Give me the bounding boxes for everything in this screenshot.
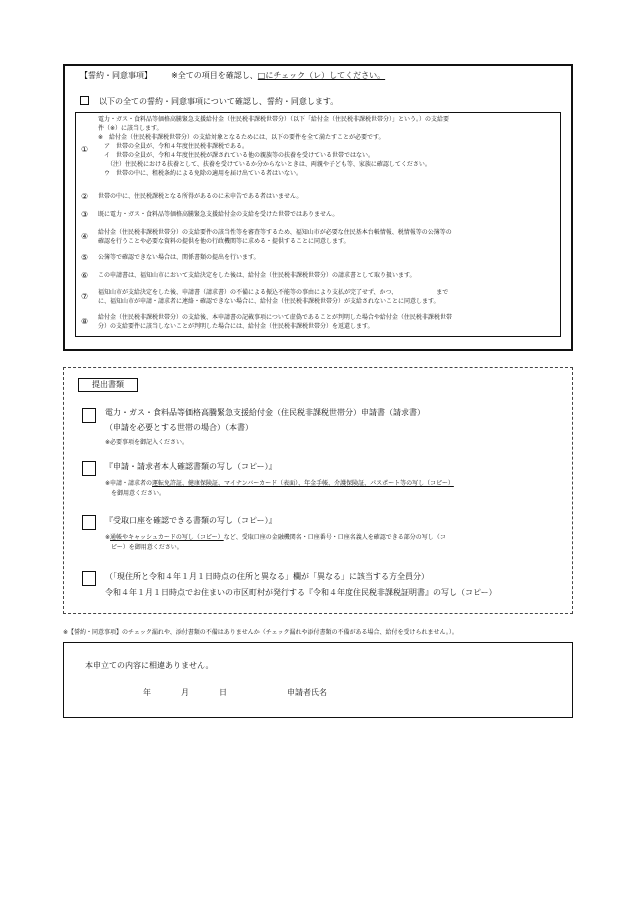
item-line: 既に電力・ガス・食料品等価格高騰緊急支援給付金の支給を受けた世帯ではありません。	[98, 211, 339, 218]
agree-statement: 以下の全ての誓約・同意事項について確認し、誓約・同意します。	[99, 97, 339, 106]
doc1-note: ※必要事項を御記入ください。	[105, 439, 189, 446]
doc4-line1: （「現住所と令和４年１月１日時点の住所と異なる」欄が「異なる」に該当する方全員分）	[105, 572, 429, 581]
item-line: （注）住民税における扶養として、扶養を受けているか分からないときは、両親や子ども等、家族に確認してください。	[98, 161, 431, 168]
doc4-checkbox[interactable]	[82, 571, 96, 586]
item-number: ⑧	[81, 317, 89, 326]
item-line: イ 世帯の全員が、令和４年度住民税が課されている他の親族等の扶養を受けている世帯ではない。	[98, 152, 375, 159]
applicant-name-label: 申請者氏名	[287, 688, 327, 697]
doc2-checkbox[interactable]	[82, 461, 96, 476]
pledge-instruction-underlined: □にチェック（レ）してください。	[257, 71, 386, 80]
item-number: ⑤	[81, 253, 89, 262]
year-label: 年	[143, 688, 151, 697]
pledge-heading-row	[80, 70, 385, 81]
doc3-note-rest: など、受取口座の金融機関名・口座番号・口座名義人を確認できる部分の写し（コ	[223, 534, 446, 541]
item-line: 件（※）に該当します。	[98, 125, 163, 132]
item-number: ⑦	[81, 292, 89, 301]
doc1-title: 電力・ガス・食料品等価格高騰緊急支援給付金（住民税非課税世帯分）申請書（請求書）	[105, 408, 425, 417]
item-line: 給付金（住民税非課税世帯分）の支給後、本申請書の記載事項について虚偽であることが判明した場合や給付金（住民税非課税世帯	[98, 314, 452, 321]
doc2-note	[105, 479, 454, 488]
doc4-line2: 令和４年１月１日時点でお住まいの市区町村が発行する『令和４年度住民税非課税証明書』の写し（コピー）	[105, 588, 497, 597]
doc3-title: 『受取口座を確認できる書類の写し（コピー）』	[105, 516, 277, 525]
item-number: ④	[81, 232, 89, 241]
item-number: ⑥	[81, 271, 89, 280]
item-number: ②	[81, 192, 89, 201]
documents-label: 提出書類	[78, 378, 138, 392]
item-line: 給付金（住民税非課税世帯分）の支給要件の該当性等を審査等するため、福知山市が必要な住民基本台帳情報、税情報等の公簿等の	[98, 229, 452, 236]
item-line: に、福知山市が申請・請求者に連絡・確認できない場合に、給付金（住民税非課税世帯分）が支給されないことに同意します。	[98, 298, 440, 305]
item-line: 電力・ガス・食料品等価格高騰緊急支援給付金（住民税非課税世帯分）（以下「給付金（住民税非課税世帯分）」という。）の支給要	[98, 116, 450, 123]
pledge-heading: 【誓約・同意事項】	[80, 71, 152, 80]
doc3-note-end: ピー）を御用意ください。	[111, 544, 183, 551]
item-number: ①	[81, 145, 89, 154]
item-line: 分）の支給要件に該当しないことが判明した場合には、給付金（住民税非課税世帯分）を返還します。	[98, 323, 374, 330]
agree-checkbox[interactable]	[80, 96, 89, 105]
footnote: ※【誓約・同意事項】のチェック漏れや、添付書類の不備はありませんか（チェック漏れや添付書類の不備がある場合、給付を受けられません。）。	[63, 629, 458, 636]
doc2-note-end: を御用意ください。	[111, 490, 166, 497]
pledge-instruction: ※全ての項目を確認し、	[171, 71, 258, 80]
agree-row[interactable]	[80, 96, 338, 107]
doc3-note-underlined: 通帳やキャッシュカードの写し（コピー）	[110, 534, 224, 541]
doc1-checkbox[interactable]	[82, 408, 96, 423]
doc2-title: 『申請・請求者本人確認書類の写し（コピー）』	[105, 462, 277, 471]
item-line: ※ 給付金（住民税非課税世帯分）の支給対象となるためには、以下の要件を全て満たすことが必要です。	[98, 134, 385, 141]
item-number: ③	[81, 210, 89, 219]
item-line: 福知山市が支給決定をした後、申請書（請求書）の不備による振込不能等の事由により支払が完了せず、かつ、 まで	[98, 289, 449, 296]
declaration-statement: 本申立ての内容に相違ありません。	[85, 661, 214, 670]
doc3-note	[105, 533, 446, 542]
item-line: 公簿等で確認できない場合は、関係書類の提出を行います。	[98, 254, 260, 261]
month-label: 月	[181, 688, 189, 697]
item-line: 世帯の中に、住民税課税となる所得があるのに未申告である者はいません。	[98, 193, 303, 200]
doc2-note-underlined: 運転免許証、健康保険証、マイナンバーカード（表面）、年金手帳、介護保険証、パスポート等の写し（コピー）	[152, 480, 454, 487]
item-line: ア 世帯の全員が、令和４年度住民税非課税である。	[98, 143, 249, 150]
item-line: この申請書は、福知山市において支給決定をした後は、給付金（住民税非課税世帯分）の請求書として取り扱います。	[98, 272, 416, 279]
pledge-items-box	[75, 112, 561, 337]
doc3-checkbox[interactable]	[82, 515, 96, 530]
declaration-section	[63, 642, 573, 718]
doc1-subtitle: （申請を必要とする世帯の場合）（本書）	[105, 423, 253, 432]
doc3-note-prefix: ※	[105, 534, 111, 541]
item-line: 確認を行うことや必要な資料の提供を他の行政機関等に求める・提供することに同意します。	[98, 238, 350, 245]
doc2-note-prefix: ※申請・請求者の	[105, 480, 153, 487]
item-line: ウ 世帯の中に、租税条約による免除の適用を届け出ている者はいない。	[98, 170, 303, 177]
day-label: 日	[219, 688, 227, 697]
